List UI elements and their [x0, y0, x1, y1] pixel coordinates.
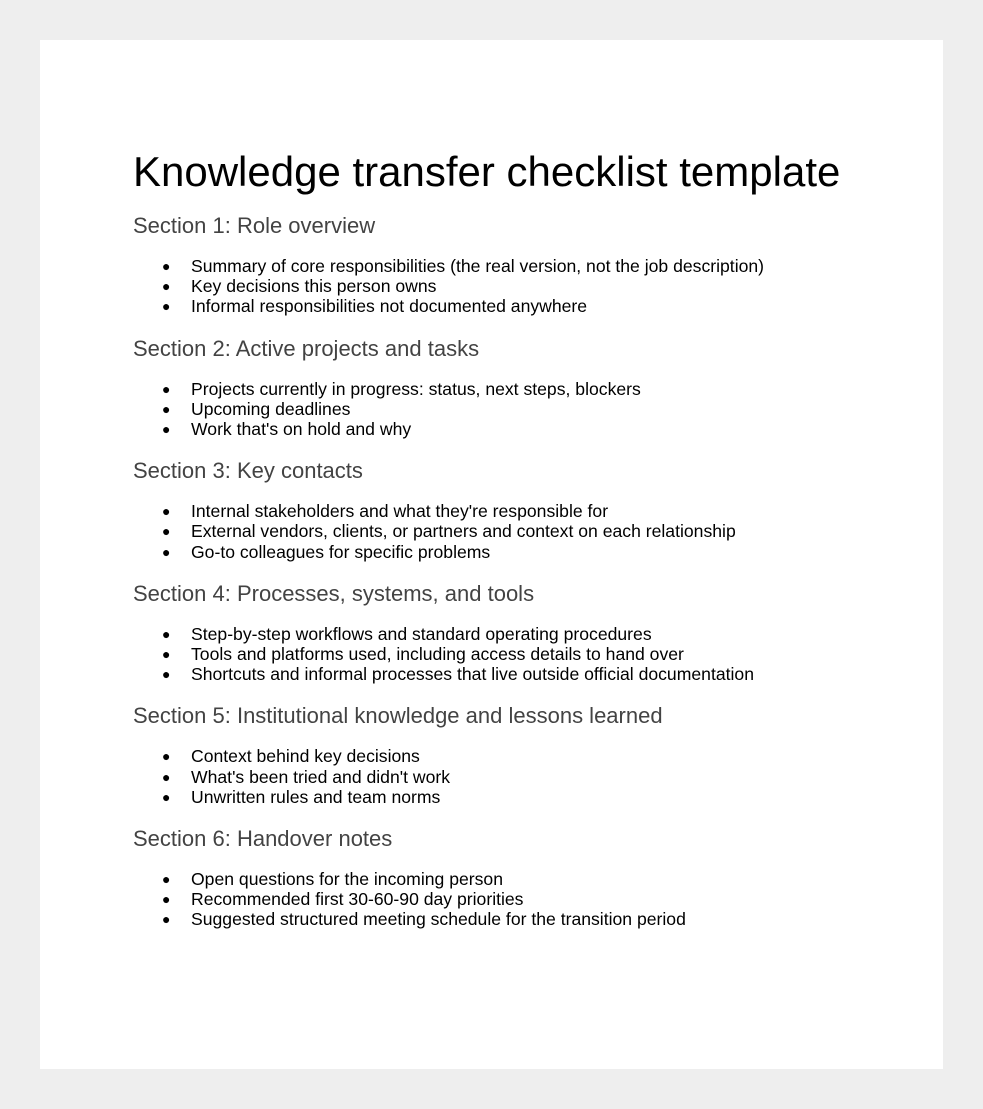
bullet-icon: ●	[162, 871, 171, 888]
list-item-text: Recommended first 30-60-90 day priorities	[191, 889, 524, 910]
list-item	[133, 276, 893, 296]
list-item	[133, 869, 893, 889]
section-6	[133, 826, 893, 930]
bullet-icon: ●	[162, 748, 171, 765]
section-heading: Section 1: Role overview	[133, 213, 376, 238]
list-item-text: Open questions for the incoming person	[191, 869, 503, 890]
section-5	[133, 703, 893, 807]
list-item-text: Tools and platforms used, including access details to hand over	[191, 644, 684, 665]
list-item	[133, 296, 893, 316]
list-item-text: Projects currently in progress: status, next steps, blockers	[191, 378, 641, 399]
list-item	[133, 746, 893, 766]
list-item	[133, 399, 893, 419]
list-item	[133, 521, 893, 541]
bullet-icon: ●	[162, 788, 171, 805]
list-item-text: Unwritten rules and team norms	[191, 786, 441, 807]
bullet-icon: ●	[162, 278, 171, 295]
bullet-icon: ●	[162, 421, 171, 438]
list-item	[133, 501, 893, 521]
document-page	[40, 40, 943, 1069]
checklist	[133, 379, 893, 440]
list-item-text: Work that's on hold and why	[191, 419, 412, 440]
bullet-icon: ●	[162, 768, 171, 785]
checklist	[133, 256, 893, 317]
section-heading: Section 2: Active projects and tasks	[133, 335, 480, 361]
checklist	[133, 746, 893, 807]
list-item	[133, 767, 893, 787]
document-content	[133, 148, 893, 930]
bullet-icon: ●	[162, 258, 171, 274]
section-4	[133, 581, 893, 685]
section-heading: Section 5: Institutional knowledge and lessons learned	[133, 703, 663, 729]
list-item-text: Shortcuts and informal processes that live outside official documentation	[191, 664, 754, 685]
section-heading: Section 4: Processes, systems, and tools	[133, 580, 535, 606]
list-item-text: Go-to colleagues for specific problems	[191, 541, 491, 562]
list-item-text: Upcoming deadlines	[191, 398, 351, 419]
list-item	[133, 909, 893, 929]
bullet-icon: ●	[162, 911, 171, 928]
list-item-text: Step-by-step workflows and standard operating procedures	[191, 623, 652, 644]
section-heading: Section 3: Key contacts	[133, 458, 363, 484]
list-item	[133, 624, 893, 644]
bullet-icon: ●	[162, 543, 171, 560]
section-3	[133, 458, 893, 562]
list-item	[133, 644, 893, 664]
list-item-text: External vendors, clients, or partners and context on each relationship	[191, 521, 736, 542]
list-item-text: What's been tried and didn't work	[191, 766, 451, 787]
checklist	[133, 501, 893, 562]
list-item	[133, 889, 893, 909]
checklist	[133, 624, 893, 685]
bullet-icon: ●	[162, 298, 171, 315]
checklist	[133, 869, 893, 930]
section-2	[133, 336, 893, 440]
list-item	[133, 542, 893, 562]
list-item	[133, 787, 893, 807]
section-1	[133, 213, 893, 317]
sections-container	[133, 213, 893, 930]
list-item	[133, 256, 893, 276]
bullet-icon: ●	[162, 625, 171, 642]
bullet-icon: ●	[162, 523, 171, 540]
list-item	[133, 419, 893, 439]
section-heading: Section 6: Handover notes	[133, 826, 393, 852]
list-item	[133, 379, 893, 399]
list-item-text: Context behind key decisions	[191, 746, 420, 767]
list-item-text: Summary of core responsibilities (the real version, not the job description)	[191, 256, 765, 276]
list-item-text: Internal stakeholders and what they're responsible for	[191, 501, 609, 522]
list-item-text: Informal responsibilities not documented anywhere	[191, 296, 588, 317]
list-item	[133, 664, 893, 684]
list-item-text: Suggested structured meeting schedule for the transition period	[191, 909, 686, 930]
bullet-icon: ●	[162, 646, 171, 663]
bullet-icon: ●	[162, 503, 171, 520]
bullet-icon: ●	[162, 380, 171, 397]
list-item-text: Key decisions this person owns	[191, 276, 437, 297]
page-title: Knowledge transfer checklist template	[133, 148, 841, 195]
bullet-icon: ●	[162, 891, 171, 908]
bullet-icon: ●	[162, 666, 171, 683]
bullet-icon: ●	[162, 400, 171, 417]
